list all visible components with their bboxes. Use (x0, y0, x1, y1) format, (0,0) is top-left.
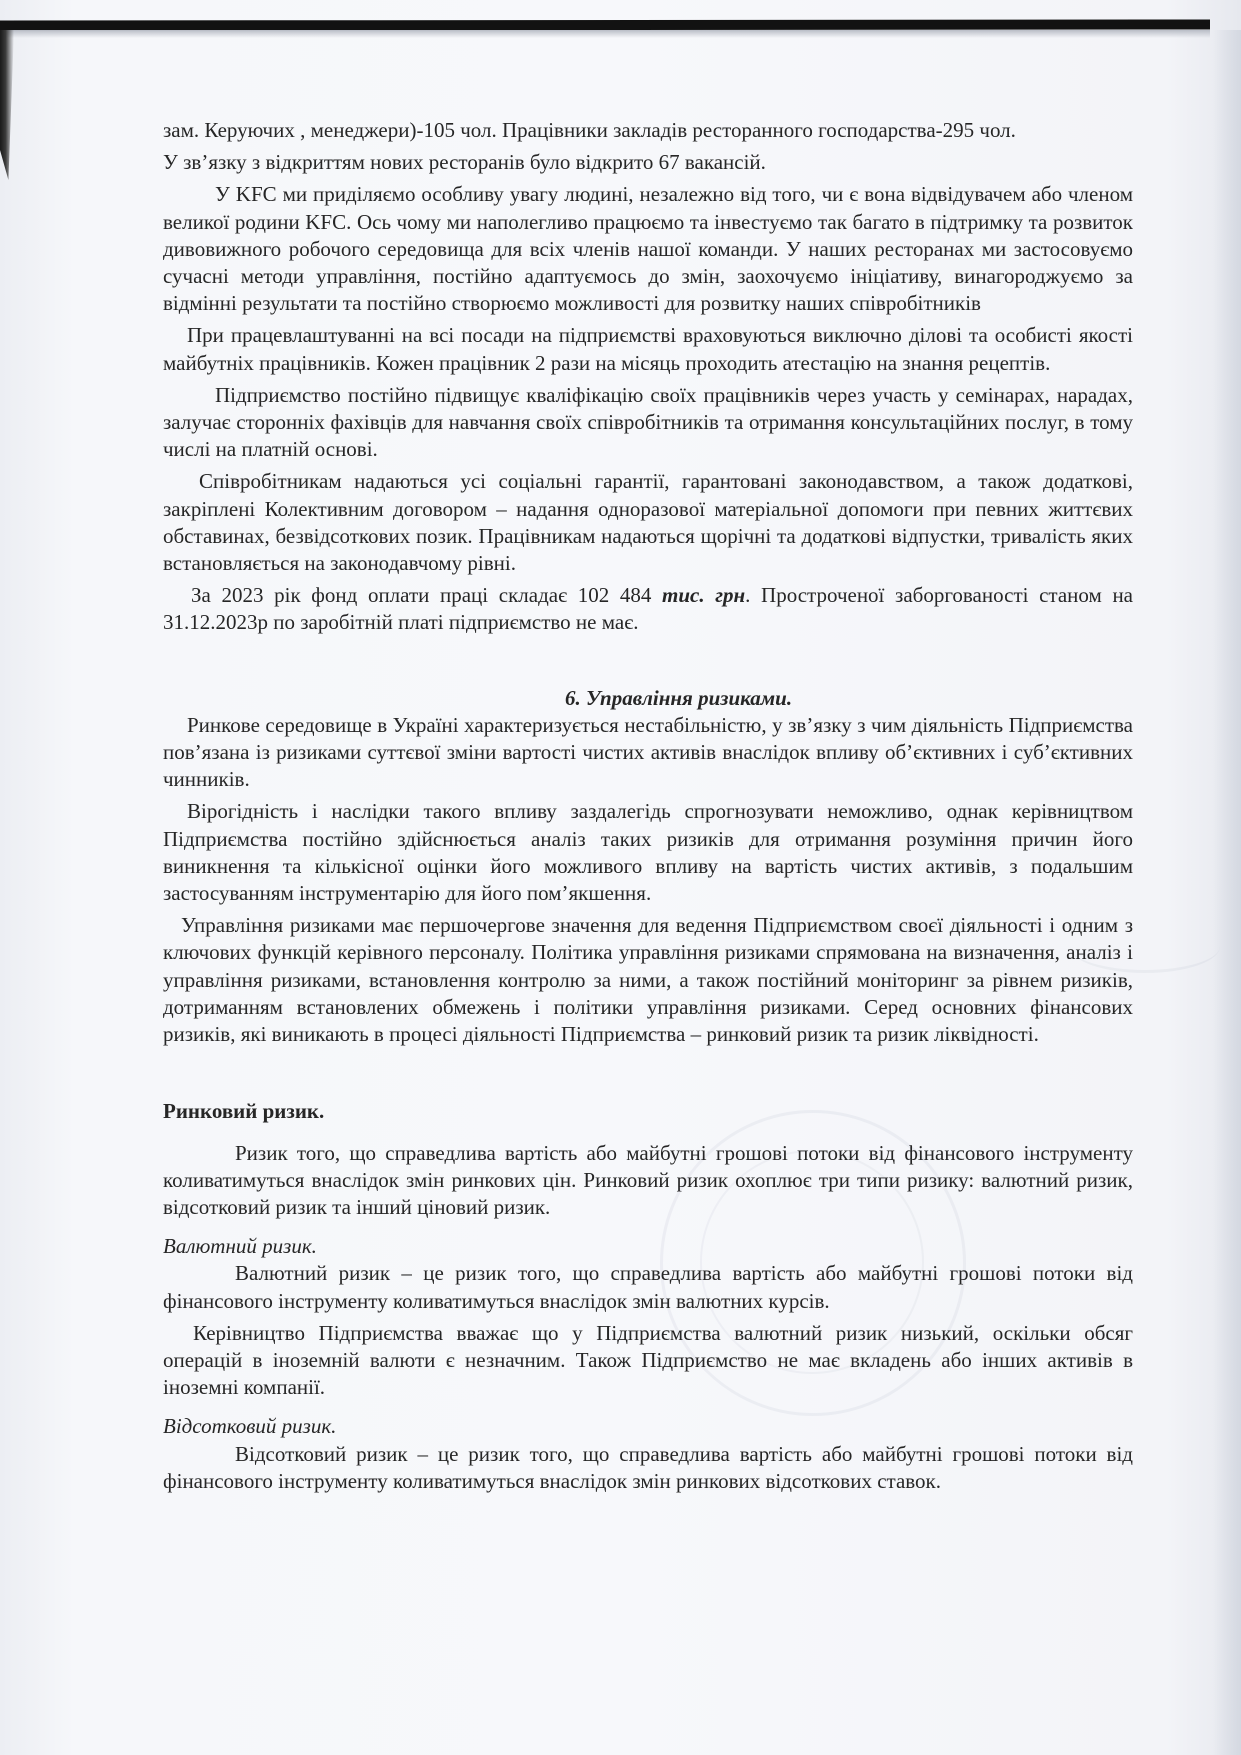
paragraph-salary-fund (163, 582, 1133, 636)
scan-left-edge-mark (0, 30, 14, 180)
paragraph-vacancies: У зв’язку з відкриттям нових ресторанів було відкрито 67 вакансій. (163, 150, 766, 175)
paragraph-risk-analysis: Вірогідність і наслідки такого впливу заздалегідь спрогнозувати неможливо, однак керівництвом Підприємства постійно здійснюється аналіз таких ризиків для отримання розуміння причин його виникнення та кількісної оцінки його можливого впливу на вартість чистих активів, з подальшим застосуванням інструментарію для його пом’якшення. (163, 799, 1133, 906)
paragraph-training: Підприємство постійно підвищує кваліфікацію своїх працівників через участь у семінарах, нарадах, залучає сторонніх фахівців для навчання своїх співробітників та отримання консультаційних послуг, в тому числі на платній основі. (163, 382, 1133, 462)
paragraph-currency-risk-definition: Валютний ризик – це ризик того, що справедлива вартість або майбутні грошові потоки від фінансового інструменту коливатимуться внаслідок змін валютних курсів. (163, 1261, 1133, 1313)
paragraph-interest-risk: Відсотковий ризик – це ризик того, що справедлива вартість або майбутні грошові потоки від фінансового інструменту коливатимуться внаслідок змін ринкових відсоткових ставок. (163, 1441, 1133, 1493)
paragraph-risk-policy: Управління ризиками має першочергове значення для ведення Підприємством своєї діяльності і одним з ключових функцій керівного персоналу. Політика управління ризиками спрямована на визначення, аналіз і управління ризиками, встановлення контролю за ними, а також постійний моніторинг за рівнем ризиків, дотриманням встановлених обмежень і політики управління ризиками. Серед основних фінансових ризиків, які виникають в процесі діяльності Підприємства – ринковий ризик та ризик ліквідності. (163, 913, 1133, 1047)
paragraph-social-guarantees: Співробітникам надаються усі соціальні гарантії, гарантовані законодавством, а також додаткові, закріплені Колективним договором – надання одноразової матеріальної допомоги при певних життєвих обставинах, безвідсоткових позик. Працівникам надаються щорічні та додаткові відпустки, тривалість яких встановляється на законодавчому рівні. (163, 469, 1133, 576)
paragraph-market-risk: Ризик того, що справедлива вартість або майбутні грошові потоки від фінансового інструменту коливатимуться внаслідок змін ринкових цін. Ринковий ризик охоплює три типи ризику: валютний ризик, відсотковий ризик та інший ціновий ризик. (163, 1140, 1133, 1219)
scan-top-edge (0, 19, 1210, 30)
paragraph-currency-risk-assessment: Керівництво Підприємства вважає що у Підприємства валютний ризик низький, оскільки обсяг операцій в іноземній валюти є незначним. Також Підприємство не має вкладень або інших активів в іноземні компанії. (163, 1320, 1133, 1400)
paragraph-kfc-people: У KFC ми приділяємо особливу увагу людині, незалежно від того, чи є вона відвідувачем або членом великої родини KFC. Ось чому ми наполегливо працюємо та інвестуємо так багато в підтримку та розвиток дивовижного робочого середовища для всіх членів нашої команди. У наших ресторанах ми застосовуємо сучасні методи управління, постійно адаптуємось до змін, заохочуємо ініціативу, винагороджуємо за відмінні результати та постійно створюємо можливості для розвитку наших співробітників (163, 182, 1133, 316)
document-body (163, 117, 1133, 1495)
heading-interest-risk: Відсотковий ризик. (163, 1414, 337, 1439)
paragraph-hiring: При працевлаштуванні на всі посади на підприємстві враховуються виключно ділові та особисті якості майбутніх працівників. Кожен працівник 2 рази на місяць проходить атестацію на знання рецептів. (163, 323, 1133, 375)
heading-market-risk: Ринковий ризик. (163, 1099, 325, 1124)
salary-text-after: . Простроченої заборгованості станом на 31.12.2023р по заробітній платі підприємство не має. (163, 583, 1134, 635)
heading-currency-risk: Валютний ризик. (163, 1234, 317, 1259)
salary-unit-emphasis: тис. грн (662, 583, 746, 608)
paragraph-market-environment: Ринкове середовище в Україні характеризується нестабільністю, у зв’язку з чим діяльність Підприємства пов’язана із ризиками суттєвої зміни вартості чистих активів внаслідок впливу об’єктивних і суб’єктивних чинників. (163, 712, 1133, 792)
paragraph-staff-count: зам. Керуючих , менеджери)-105 чол. Працівники закладів ресторанного господарства-295 чол. (163, 118, 1016, 142)
scan-top-shadow (0, 30, 1210, 38)
section-title-risk-management: 6. Управління ризиками. (565, 685, 793, 710)
scan-right-edge-shadow (1213, 30, 1241, 1755)
salary-text-before: За 2023 рік фонд оплати праці складає 102 484 (191, 583, 663, 608)
